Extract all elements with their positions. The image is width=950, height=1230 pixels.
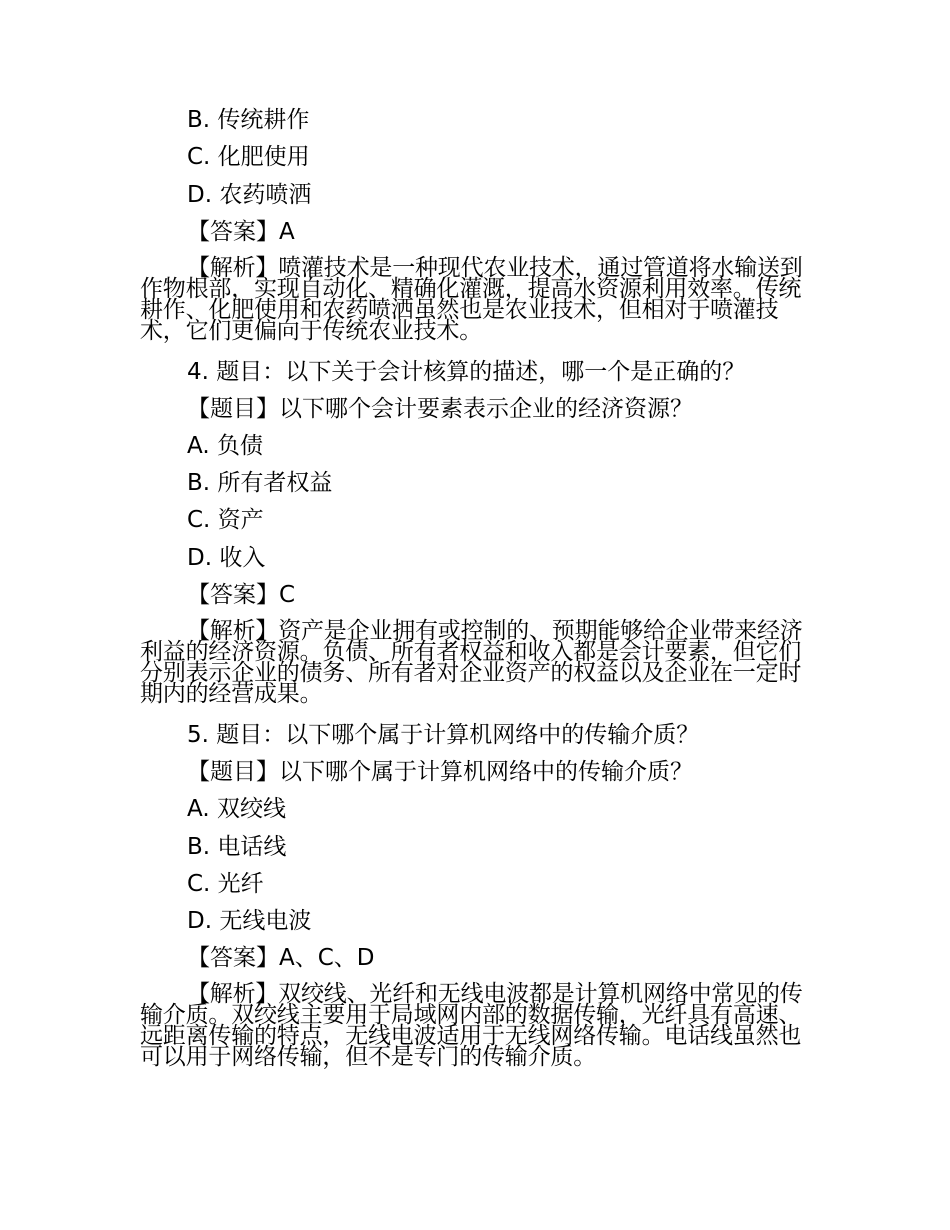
- q5-answer: 【答案】A、C、D: [187, 945, 375, 971]
- q3-answer: 【答案】A: [187, 219, 295, 245]
- q5-option-c: C. 光纤: [187, 871, 264, 897]
- q3-option-c: C. 化肥使用: [187, 144, 310, 170]
- q4-analysis: 【解析】资产是企业拥有或控制的、预期能够给企业带来经济利益的经济资源。负债、所有者权益和收入都是会计要素，但它们分别表示企业的债务、所有者对企业资产的权益以及企业在一定时期内的经营成果。: [140, 618, 803, 707]
- q5-analysis: 【解析】双绞线、光纤和无线电波都是计算机网络中常见的传输介质。双绞线主要用于局域网内部的数据传输，光纤具有高速、远距离传输的特点，无线电波适用于无线网络传输。电话线虽然也可以用于网络传输，但不是专门的传输介质。: [140, 981, 803, 1070]
- q4-option-d: D. 收入: [187, 545, 266, 571]
- q3-option-b: B. 传统耕作: [187, 107, 310, 133]
- q5-heading: 5. 题目：以下哪个属于计算机网络中的传输介质？: [187, 722, 700, 748]
- q3-analysis: 【解析】喷灌技术是一种现代农业技术，通过管道将水输送到作物根部，实现自动化、精确化灌溉，提高水资源利用效率。传统耕作、化肥使用和农药喷洒虽然也是农业技术，但相对于喷灌技术，它们更偏向于传统农业技术。: [140, 255, 803, 344]
- q5-option-a: A. 双绞线: [187, 796, 286, 822]
- q3-option-d: D. 农药喷洒: [187, 182, 312, 208]
- q5-question: 【题目】以下哪个属于计算机网络中的传输介质？: [187, 759, 693, 785]
- q4-option-a: A. 负债: [187, 433, 263, 459]
- q4-answer: 【答案】C: [187, 582, 296, 608]
- q5-option-b: B. 电话线: [187, 834, 287, 860]
- q4-option-c: C. 资产: [187, 507, 264, 533]
- q5-option-d: D. 无线电波: [187, 908, 312, 934]
- q4-heading: 4. 题目：以下关于会计核算的描述，哪一个是正确的？: [187, 359, 746, 385]
- q4-option-b: B. 所有者权益: [187, 470, 333, 496]
- q4-question: 【题目】以下哪个会计要素表示企业的经济资源？: [187, 396, 693, 422]
